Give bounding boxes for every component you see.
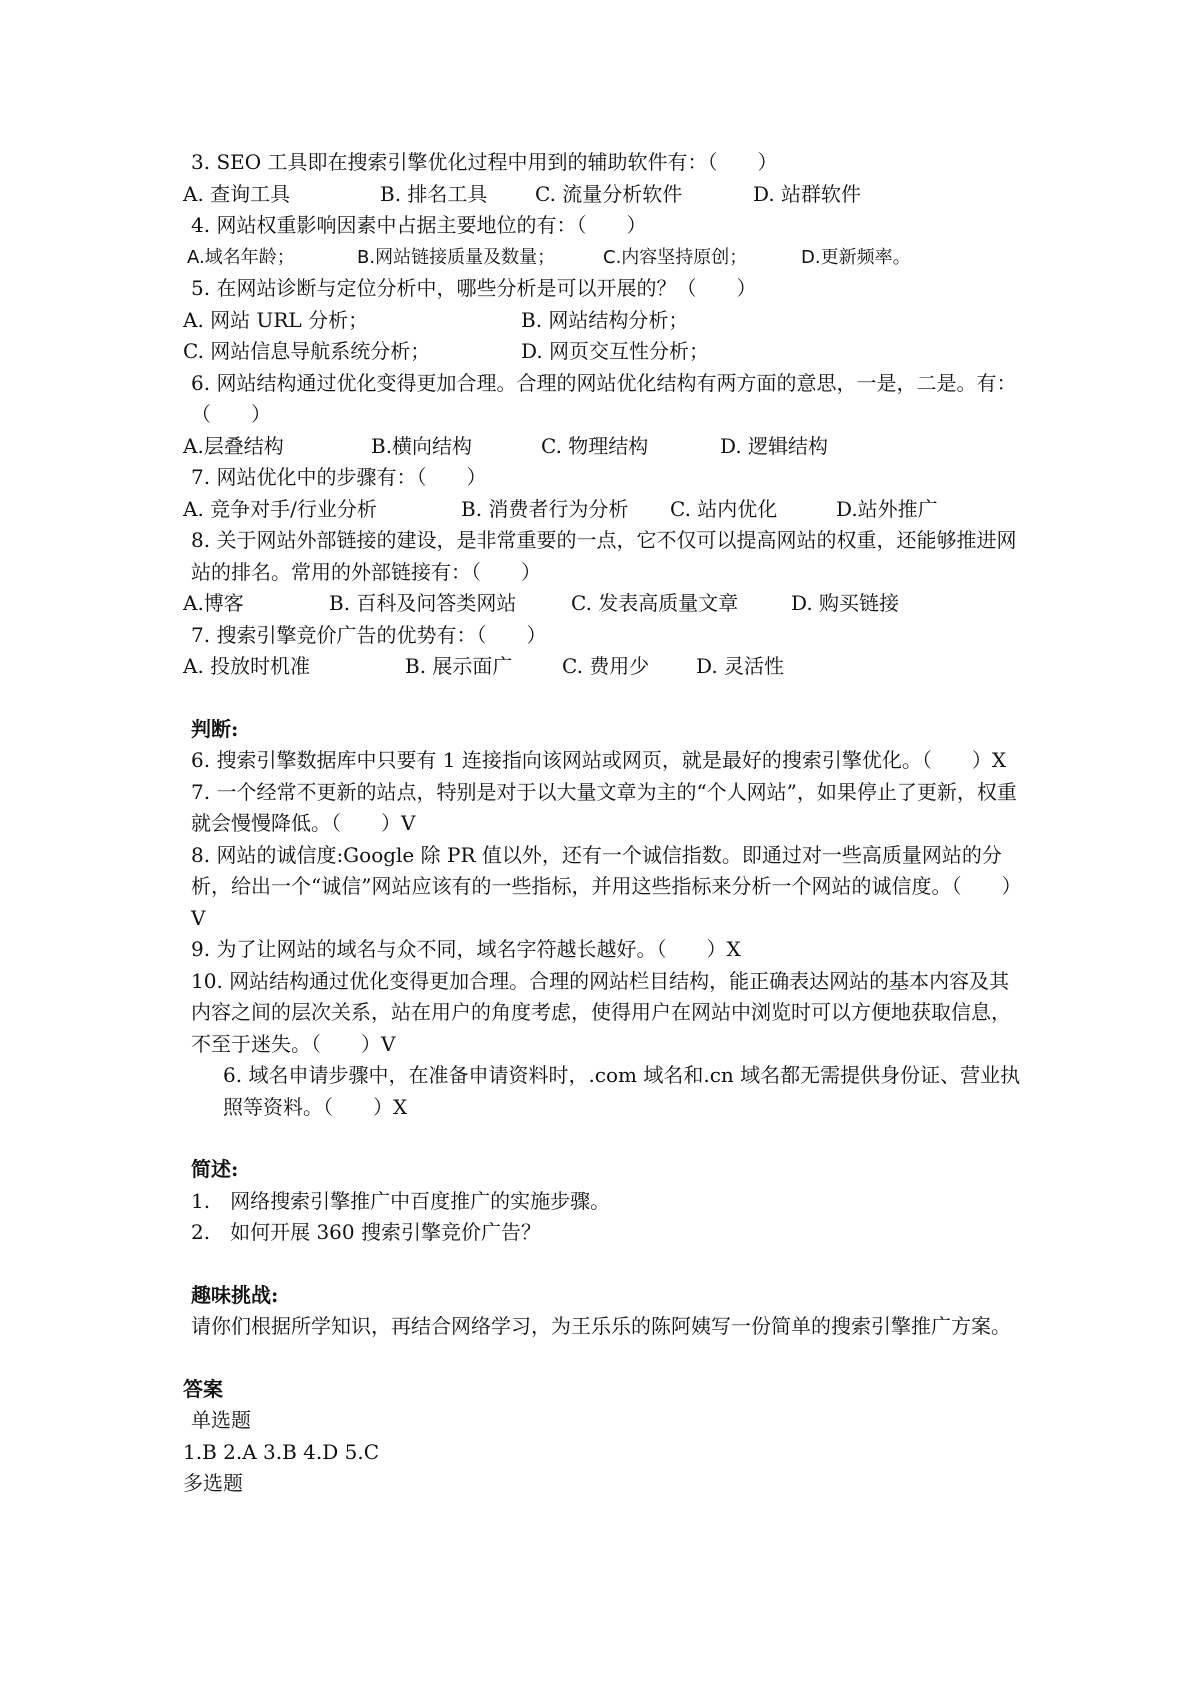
option: A. 查询工具 bbox=[183, 181, 291, 206]
options-7b bbox=[183, 651, 1023, 683]
option: D. 网页交互性分析； bbox=[521, 339, 710, 363]
option: D. 购买链接 bbox=[791, 591, 900, 615]
option: D. 灵活性 bbox=[696, 654, 785, 678]
question-5: 5. 在网站诊断与定位分析中，哪些分析是可以开展的？（ ） bbox=[191, 276, 757, 300]
option: D. 逻辑结构 bbox=[720, 433, 829, 458]
question-4: 4. 网站权重影响因素中占据主要地位的有：（ ） bbox=[191, 213, 647, 237]
option: C. 发表高质量文章 bbox=[571, 591, 739, 615]
short-item: 2. 如何开展 360 搜索引擎竞价广告？ bbox=[191, 1220, 541, 1244]
option: C. 站内优化 bbox=[670, 496, 778, 521]
question-7b: 7. 搜索引擎竞价广告的优势有：（ ） bbox=[191, 622, 547, 647]
question-3: 3. SEO 工具即在搜索引擎优化过程中用到的辅助软件有：（ ） bbox=[191, 150, 778, 174]
answers-multi-label: 多选题 bbox=[183, 1471, 243, 1495]
option: C. 物理结构 bbox=[541, 433, 649, 458]
options-7 bbox=[183, 494, 1023, 526]
option: B. 网站结构分析； bbox=[521, 307, 689, 332]
options-8 bbox=[183, 588, 1023, 620]
spacer bbox=[183, 1343, 1023, 1374]
answers-single-label: 单选题 bbox=[191, 1408, 251, 1432]
option: D.站外推广 bbox=[836, 496, 938, 521]
question-7: 7. 网站优化中的步骤有：（ ） bbox=[191, 465, 487, 489]
section-title-challenge: 趣味挑战: bbox=[191, 1282, 279, 1307]
option: A.层叠结构 bbox=[183, 433, 284, 458]
option: B. 展示面广 bbox=[405, 654, 513, 678]
option: A.域名年龄； bbox=[187, 246, 295, 268]
options-4 bbox=[183, 242, 1023, 274]
options-5a bbox=[183, 305, 1023, 337]
option: B. 消费者行为分析 bbox=[461, 496, 629, 521]
option: C. 流量分析软件 bbox=[535, 181, 683, 206]
judge-item: 7. 一个经常不更新的站点，特别是对于以大量文章为主的“个人网站”，如果停止了更新，权重就会慢慢降低。（ ）V bbox=[191, 779, 1017, 835]
section-title-judge: 判断: bbox=[191, 716, 239, 741]
option: D. 站群软件 bbox=[753, 181, 862, 206]
option: B. 百科及问答类网站 bbox=[329, 591, 517, 615]
short-item: 1. 网络搜索引擎推广中百度推广的实施步骤。 bbox=[191, 1188, 611, 1213]
option: A. 竞争对手/行业分析 bbox=[183, 496, 377, 521]
option: A.博客 bbox=[183, 591, 244, 615]
option: A. 网站 URL 分析； bbox=[183, 307, 369, 332]
option: D.更新频率。 bbox=[801, 246, 911, 268]
options-3 bbox=[183, 179, 1023, 211]
option: C.内容坚持原创； bbox=[603, 246, 748, 268]
option: A. 投放时机准 bbox=[183, 654, 311, 678]
section-title-short: 简述: bbox=[191, 1157, 239, 1181]
answers-single-values: 1.B 2.A 3.B 4.D 5.C bbox=[183, 1439, 380, 1464]
judge-item: 9. 为了让网站的域名与众不同，域名字符越长越好。（ ）X bbox=[191, 937, 741, 961]
option: B.横向结构 bbox=[371, 433, 473, 458]
document-page bbox=[183, 147, 1023, 1500]
option: C. 费用少 bbox=[562, 654, 650, 678]
options-5b bbox=[183, 336, 1023, 368]
spacer bbox=[183, 1123, 1023, 1154]
option: C. 网站信息导航系统分析； bbox=[183, 339, 431, 363]
judge-item: 6. 域名申请步骤中，在准备申请资料时，.com 域名和.cn 域名都无需提供身份证、营业执照等资料。（ ）X bbox=[223, 1063, 1021, 1119]
option: B. 排名工具 bbox=[380, 181, 488, 206]
spacer bbox=[183, 683, 1023, 714]
options-6 bbox=[183, 431, 1023, 463]
question-8: 8. 关于网站外部链接的建设，是非常重要的一点，它不仅可以提高网站的权重，还能够推进网站的排名。常用的外部链接有：（ ） bbox=[191, 528, 1017, 584]
question-6: 6. 网站结构通过优化变得更加合理。合理的网站优化结构有两方面的意思，一是，二是。有：（ ） bbox=[191, 370, 1017, 426]
option: B.网站链接质量及数量； bbox=[357, 246, 556, 268]
judge-item: 8. 网站的诚信度:Google 除 PR 值以外，还有一个诚信指数。即通过对一些高质量网站的分析，给出一个“诚信”网站应该有的一些指标，并用这些指标来分析一个网站的诚信度。（ ）V bbox=[191, 842, 1022, 930]
challenge-text: 请你们根据所学知识，再结合网络学习，为王乐乐的陈阿姨写一份简单的搜索引擎推广方案。 bbox=[191, 1314, 1011, 1338]
spacer bbox=[183, 1249, 1023, 1280]
judge-item: 10. 网站结构通过优化变得更加合理。合理的网站栏目结构，能正确表达网站的基本内容及其内容之间的层次关系，站在用户的角度考虑，使得用户在网站中浏览时可以方便地获取信息，不至于迷失。（ ）V bbox=[191, 968, 1011, 1056]
section-title-answers: 答案 bbox=[183, 1376, 223, 1401]
judge-item: 6. 搜索引擎数据库中只要有 1 连接指向该网站或网页，就是最好的搜索引擎优化。（ ）X bbox=[191, 748, 1007, 772]
